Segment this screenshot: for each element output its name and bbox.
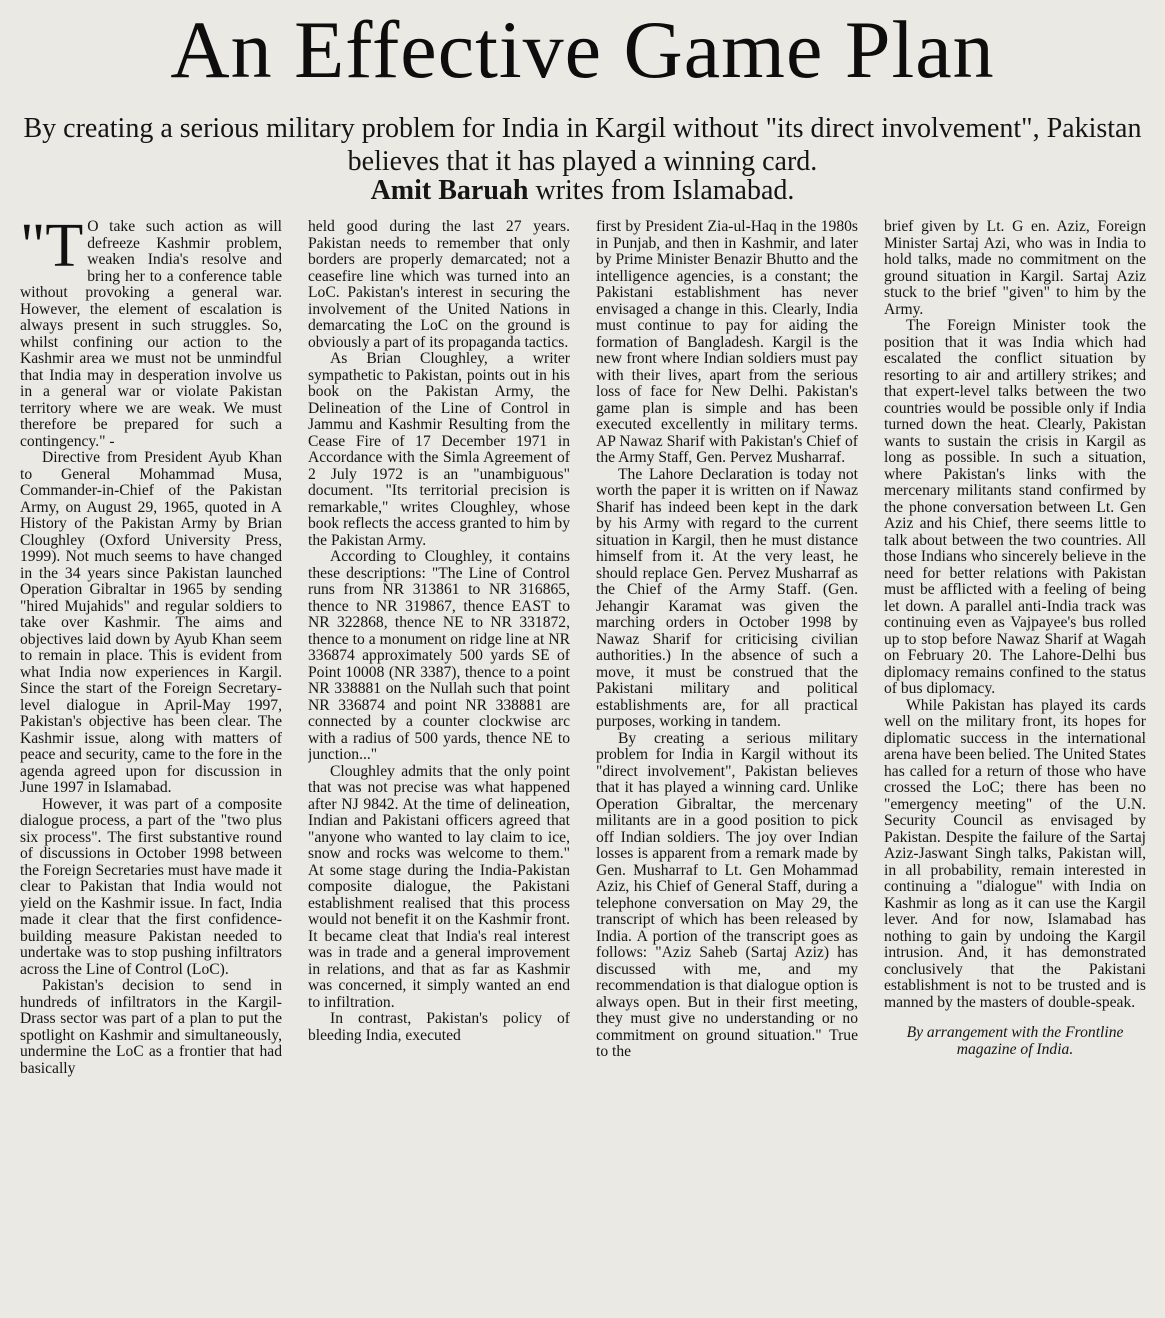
column-2 — [308, 219, 570, 1315]
byline-dateline: writes from Islamabad. — [535, 175, 795, 206]
column-1 — [20, 219, 282, 1315]
column-1-text: O take such action as will defreeze Kashmir problem, weaken India's resolve and bring her to a conference table without provoking a general war. However, the element of escalation is always present in such struggles. So, whilst confining our action to the Kashmir area we must not be unmindful that India may in desperation involve us in a general war or violate Pakistan territory where we are weak. We must therefore be prepared for such a contingency." - — [20, 219, 282, 450]
column-1-paragraph: Pakistan's decision to send in hundreds of infiltrators in the Kargil-Drass sector was part of a plan to put the spotlight on Kashmir and simultaneously, undermine the LoC as a frontier that had basically — [20, 977, 282, 1077]
column-3-paragraph: first by President Zia-ul-Haq in the 1980s in Punjab, and then in Kashmir, and later by Prime Minister Benazir Bhutto and the intelligence agencies, is a constant; the Pakistani establishment has never envisaged a change in this. Clearly, India must continue to pay for aiding the formation of Bangladesh. Kargil is the new front where Indian soldiers must pay with their lives, apart from the serious loss of face for New Delhi. Pakistan's game plan is simple and has been executed excellently in military terms. AP Nawaz Sharif with Pakistan's Chief of the Army Staff, Gen. Pervez Musharraf. — [596, 219, 858, 466]
column-2-paragraph: held good during the last 27 years. Pakistan needs to remember that only borders are properly demarcated; not a ceasefire line which was turned into an LoC. Pakistan's interest in securing the involvement of the United Nations in demarcating the LoC on the ground is obviously a part of its propaganda tactics. — [308, 219, 570, 351]
drop-cap-letter: T — [45, 219, 84, 280]
opening-quote-mark: " — [20, 219, 46, 280]
column-2-paragraph: Cloughley admits that the only point that was not precise was what happened after NJ 9842. At the time of delineation, Indian and Pakistani officers agreed that "anyone who wanted to lay claim to ice, snow and rocks was welcome to them." At some stage during the India-Pakistan composite dialogue, the Pakistani establishment realised that this process would not benefit it on the Kashmir front. It became cleat that India's real interest was in trade and a general improvement in relations, and that as far as Kashmir was concerned, it simply wanted an end to infiltration. — [308, 762, 570, 1011]
column-4-paragraph: The Foreign Minister took the position that it was India which had escalated the conflict situation by resorting to air and artillery strikes; and that expert-level talks between the two countries would be possible only if India turned down the heat. Clearly, Pakistan wants to sustain the crisis in Kargil as long as possible. In such a situation, where Pakistan's links with the mercenary militants stand confirmed by the phone conversation between Lt. Gen Aziz and his Chief, there seems little to talk about between the two countries. All those Indians who sincerely believe in the need for better relations with Pakistan must be afflicted with a feeling of being let down. A parallel anti-India track was continuing even as Vajpayee's bus rolled up to stop before Nawaz Sharif at Wagah on February 20. The Lahore-Delhi bus diplomacy remains confined to the status of bus diplomacy. — [884, 317, 1146, 697]
byline — [0, 174, 1165, 207]
source-credit: By arrangement with the Frontline magazine of India. — [906, 1024, 1124, 1058]
column-4-paragraph: brief given by Lt. G en. Aziz, Foreign Minister Sartaj Azi, who was in India to hold talks, made no commitment on the ground situation in Kargil. Sartaj Aziz stuck to the brief "given" to him by the Army. — [884, 219, 1146, 318]
headline: An Effective Game Plan — [170, 4, 995, 95]
column-3-paragraph: By creating a serious military problem for India in Kargil without its "direct involvement", Pakistan believes that it has played a winning card. Unlike Operation Gibraltar, the mercenary militants are in a good position to pick off Indian soldiers. The joy over Indian losses is apparent from a remark made by Gen. Musharraf to Lt. Gen Mohammad Aziz, his Chief of General Staff, during a telephone conversation on May 29, the transcript of which has been released by India. A portion of the transcript goes as follows: "Aziz Saheb (Sartaj Aziz) has discussed with me, and my recommendation is that dialogue option is always open. But in their first meeting, they must give no understanding or no commitment on ground situation." True to the — [596, 729, 858, 1060]
column-4 — [884, 219, 1146, 1315]
column-2-paragraph: As Brian Cloughley, a writer sympathetic to Pakistan, points out in his book on the Pakistan Army, the Delineation of the Line of Control in Jammu and Kashmir Resulting from the Cease Fire of 17 December 1971 in Accordance with the Simla Agreement of 2 July 1972 is an "unambiguous" document. "Its territorial precision is remarkable," writes Cloughley, whose book reflects the access granted to him by the Pakistan Army. — [308, 350, 570, 549]
column-2-paragraph: In contrast, Pakistan's policy of bleeding India, executed — [308, 1010, 570, 1044]
deck: By creating a serious military problem for India in Kargil without "its direct involvement", Pakistan believes that it has played a winning card. — [23, 113, 1142, 177]
column-1-paragraph: Directive from President Ayub Khan to General Mohammad Musa, Commander-in-Chief of the Pakistan Army, on August 29, 1965, quoted in A History of the Pakistan Army by Brian Cloughley (Oxford University Press, 1999). Not much seems to have changed in the 34 years since Pakistan launched Operation Gibraltar in 1965 by sending "hired Mujahids" and regular soldiers to take over Kashmir. The aims and objectives laid down by Ayub Khan seem to remain in place. This is evident from what India now experiences in Kargil. Since the start of the Foreign Secretary-level dialogue in April-May 1997, Pakistan's objective has been clear. The Kashmir issue, along with matters of peace and security, came to the fore in the agenda agreed upon for discussion in June 1997 in Islamabad. — [20, 449, 282, 796]
column-1-paragraph — [20, 219, 282, 450]
byline-author: Amit Baruah — [370, 175, 529, 206]
column-3-paragraph: The Lahore Declaration is today not worth the paper it is written on if Nawaz Sharif has indeed been kept in the dark by his Army with regard to the current situation in Kargil, then he must distance himself from it. At the very least, he should replace Gen. Pervez Musharraf as the Chief of the Army Staff. (Gen. Jehangir Karamat was given the marching orders in October 1998 by Nawaz Sharif for criticising civilian authorities.) In the absence of such a move, it must be construed that the Pakistani military and political establishments are, for all practical purposes, working in tandem. — [596, 465, 858, 730]
column-4-paragraph: While Pakistan has played its cards well on the military front, its hopes for diplomatic success in the international arena have been belied. The United States has called for a return of those who have crossed the LoC; there has been no "emergency meeting" of the U.N. Security Council as envisaged by Pakistan. Despite the failure of the Sartaj Aziz-Jaswant Singh talks, Pakistan will, in all probability, remain interested in continuing a "dialogue" with India on Kashmir as long as it can use the Kargil lever. And for now, Islamabad has nothing to gain by undoing the Kargil intrusion. And, it has demonstrated conclusively that the Pakistani establishment is not to be trusted and is manned by the masters of double-speak. — [884, 696, 1146, 1011]
drop-cap — [20, 219, 84, 280]
column-2-paragraph: According to Cloughley, it contains these descriptions: "The Line of Control runs from NR 313861 to NR 316865, thence to NR 319867, thence EAST to NR 322868, thence NE to NR 331872, thence to a monument on ridge line at NR 336874 approximately 500 yards SE of Point 10008 (NR 3387), thence to a point NR 338881 on the Nullah such that point NR 336874 and point NR 338881 are connected by a counter clockwise arc with a radius of 500 yards, thence NE to junction..." — [308, 548, 570, 763]
column-3 — [596, 219, 858, 1315]
column-1-paragraph: However, it was part of a composite dialogue process, a part of the "two plus six process". The first substantive round of discussions in October 1998 between the Foreign Secretaries must have made it clear to Pakistan that India would not yield on the Kashmir issue. In fact, India made it clear that the first confidence-building measure Pakistan needed to undertake was to stop pushing infiltrators across the Line of Control (LoC). — [20, 795, 282, 978]
